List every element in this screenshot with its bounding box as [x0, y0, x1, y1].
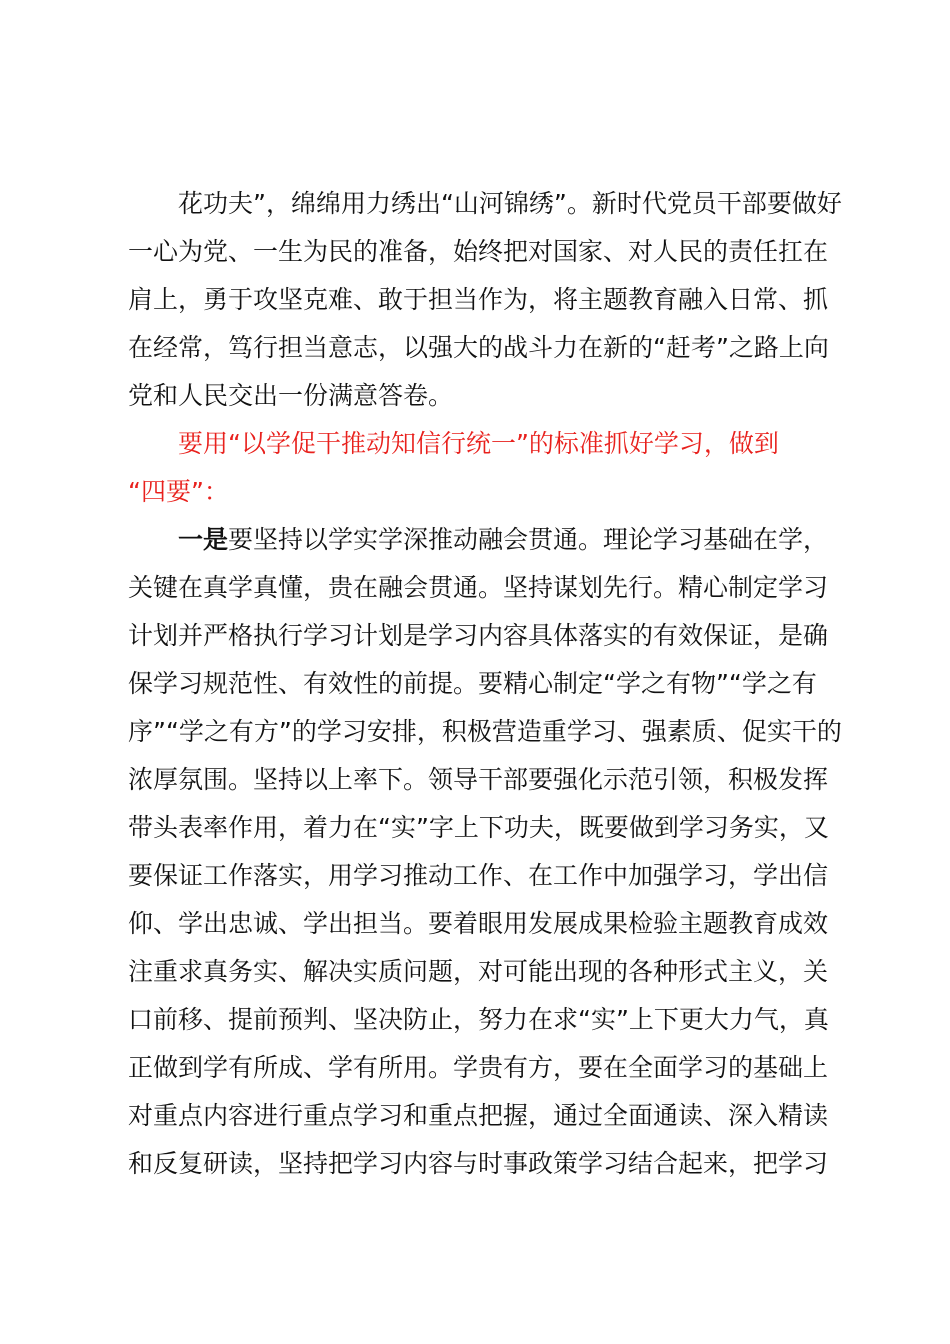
paragraph-2-line-10: 注重求真务实、解决实质问题，对可能出现的各种形式主义，关 [128, 957, 829, 986]
paragraph-2-line-6: 浓厚氛围。坚持以上率下。领导干部要强化示范引领，积极发挥 [128, 765, 829, 794]
paragraph-2-line-3: 计划并严格执行学习计划是学习内容具体落实的有效保证，是确 [128, 621, 829, 650]
heading-line-1: 要用“以学促干推动知信行统一”的标准抓好学习，做到 [178, 429, 779, 458]
heading-line-2: “四要”： [128, 477, 229, 506]
paragraph-2-line-7: 带头表率作用，着力在“实”字上下功夫，既要做到学习务实，又 [128, 813, 829, 842]
paragraph-2-line-2: 关键在真学真懂，贵在融会贯通。坚持谋划先行。精心制定学习 [128, 573, 829, 602]
paragraph-2-first-line-rest: 要坚持以学实学深推动融会贯通。理论学习基础在学， [228, 525, 829, 554]
paragraph-2-line-5: 序”“学之有方”的学习安排，积极营造重学习、强素质、促实干的 [128, 717, 842, 746]
paragraph-2-line-1 [128, 516, 850, 564]
paragraph-2-line-12: 正做到学有所成、学有所用。学贵有方，要在全面学习的基础上 [128, 1053, 829, 1082]
paragraph-2-lead: 一是 [178, 525, 229, 554]
paragraph-2-line-11: 口前移、提前预判、坚决防止，努力在求“实”上下更大力气，真 [128, 1005, 829, 1034]
paragraph-1-line-2: 一心为党、一生为民的准备，始终把对国家、对人民的责任扛在 [128, 237, 829, 266]
paragraph-2-line-14: 和反复研读，坚持把学习内容与时事政策学习结合起来，把学习 [128, 1149, 829, 1178]
document-body [128, 180, 850, 1188]
paragraph-2-line-13: 对重点内容进行重点学习和重点把握，通过全面通读、深入精读 [128, 1101, 829, 1130]
paragraph-2-line-8: 要保证工作落实，用学习推动工作、在工作中加强学习，学出信 [128, 861, 829, 890]
paragraph-1-line-3: 肩上，勇于攻坚克难、敢于担当作为，将主题教育融入日常、抓 [128, 285, 829, 314]
paragraph-1-line-1: 花功夫”，绵绵用力绣出“山河锦绣”。新时代党员干部要做好 [178, 189, 842, 218]
paragraph-1-line-5: 党和人民交出一份满意答卷。 [128, 381, 454, 410]
paragraph-2-line-4: 保学习规范性、有效性的前提。要精心制定“学之有物”“学之有 [128, 669, 817, 698]
paragraph-1-line-4: 在经常，笃行担当意志，以强大的战斗力在新的“赶考”之路上向 [128, 333, 829, 362]
paragraph-2-line-9: 仰、学出忠诚、学出担当。要着眼用发展成果检验主题教育成效 [128, 909, 829, 938]
